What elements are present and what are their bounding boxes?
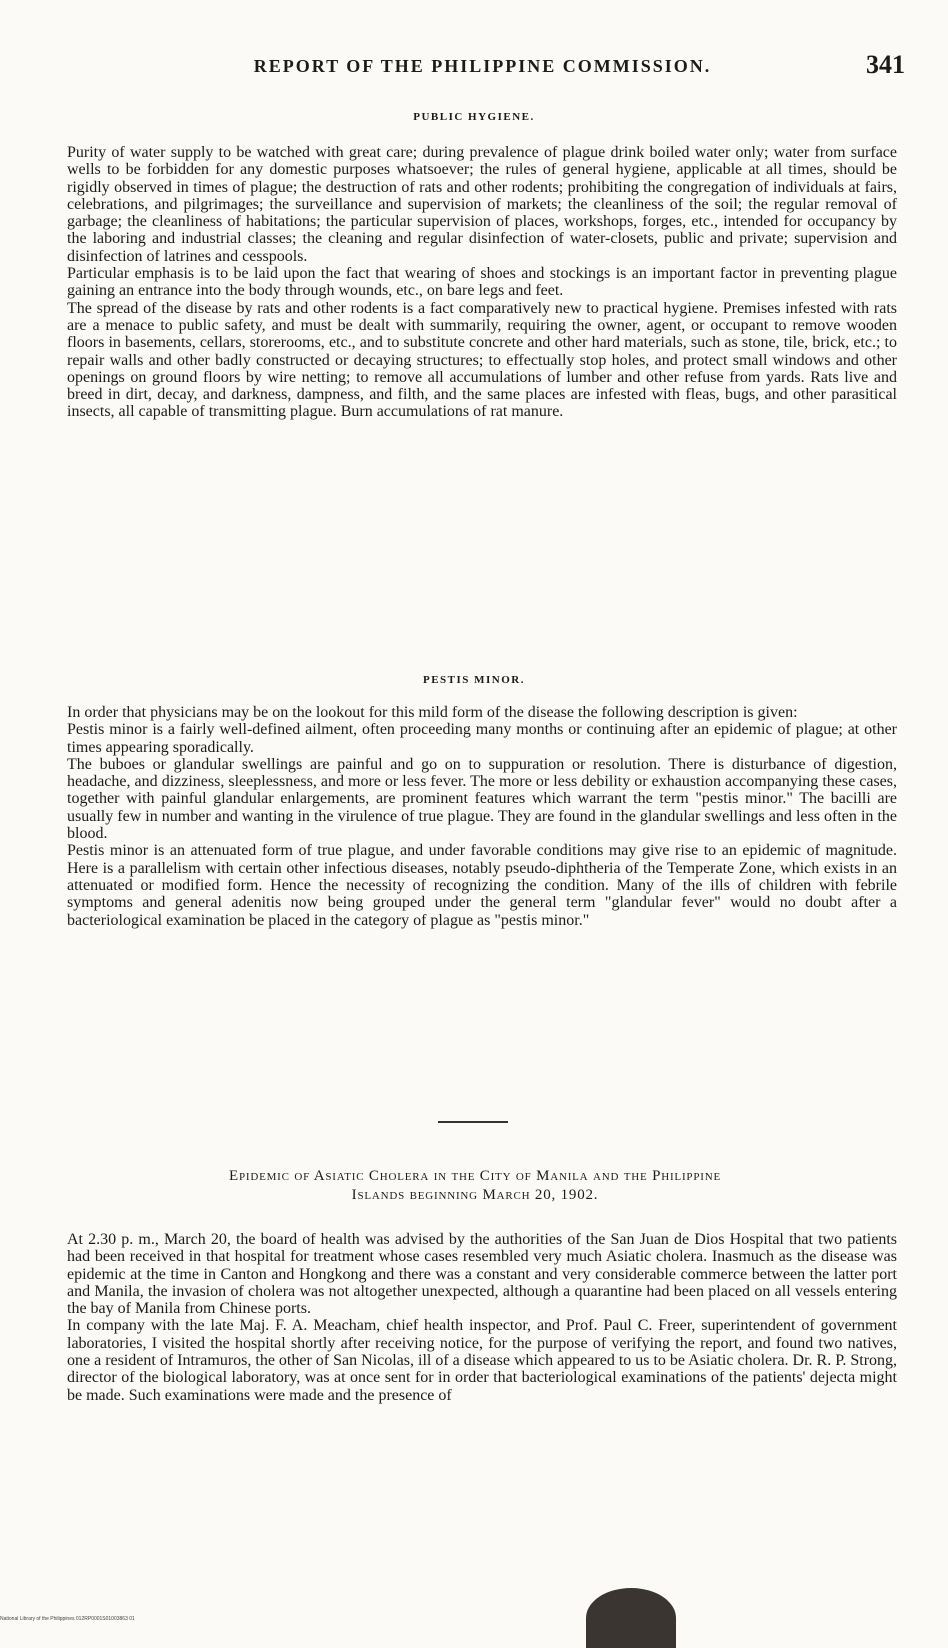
paragraph: In company with the late Maj. F. A. Meacham, chief health inspector, and Prof. Paul C. Freer, superintendent of government laboratories, I visited the hospital shortly after receiving notice, for the purpose of verifying the report, and found two natives, one a resident of Intramuros, the other of San Nicolas, ill of a disease which appeared to us to be Asiatic cholera. Dr. R. P. Strong, director of the biological laboratory, was at once sent for in order that bacteriological examinations of the patients' dejecta might be made. Such examinations were made and the presence of xyxy=(67,1317,898,1404)
paragraph: At 2.30 p. m., March 20, the board of health was advised by the authorities of the San Juan de Dios Hospital that two patients had been received in that hospital for treatment whose cases resembled very much Asiatic cholera. Inasmuch as the disease was epidemic at the time in Canton and Hongkong and there was a constant and very considerable commerce between the latter port and Manila, the invasion of cholera was not altogether unexpected, although a quarantine had been placed on all vessels entering the bay of Manila from Chinese ports. xyxy=(67,1231,897,1318)
paragraph: Pestis minor is an attenuated form of true plague, and under favorable conditions may give rise to an epidemic of magnitude. Here is a parallelism with certain other infectious diseases, notably pseudo-diphtheria of the Temperate Zone, which exists in an attenuated or modified form. Hence the necessity of recognizing the condition. Many of the ills of children with febrile symptoms and general adenitis now being grouped under the general term "glandular fever" would no doubt after a bacteriological examination be placed in the category of plague as "pestis minor." xyxy=(67,842,897,929)
page-number: 341 xyxy=(866,50,905,79)
paragraph: The buboes or glandular swellings are painful and go on to suppuration or resolution. There is disturbance of digestion, headache, and dizziness, sleeplessness, and more or less fever. The more or less debility or exhaustion accompanying these cases, together with painful glandular enlargements, are prominent features which warrant the term "pestis minor." The bacilli are usually few in number and wanting in the virulence of true plague. They are found in the glandular swellings and less often in the blood. xyxy=(67,755,897,843)
paragraph: In order that physicians may be on the lookout for this mild form of the disease the following description is given: xyxy=(67,704,798,721)
paragraph: Pestis minor is a fairly well-defined ailment, often proceeding many months or continuing after an epidemic of plague; at other times appearing sporadically. xyxy=(67,721,897,756)
cholera-body xyxy=(67,1231,897,1404)
pestis-minor-body xyxy=(67,704,897,929)
paragraph: The spread of the disease by rats and other rodents is a fact comparatively new to practical hygiene. Premises infested with rats are a menace to public safety, and must be dealt with summarily, requiring the owner, agent, or occupant to remove wooden floors in basements, cellars, storerooms, etc., and to substitute concrete and other hard materials, such as stone, tile, brick, etc.; to repair walls and other badly constructed or decaying structures; to effectually stop holes, and protect small windows and other openings on ground floors by wire netting; to remove all accumulations of lumber and other refuse from yards. Rats live and breed in dirt, decay, and darkness, dampness, and filth, and the same places are infested with fleas, bugs, and other parasitical insects, all capable of transmitting plague. Burn accumulations of rat manure. xyxy=(67,299,897,421)
section-divider xyxy=(438,1121,508,1123)
paragraph: Purity of water supply to be watched with great care; during prevalence of plague drink boiled water only; water from surface wells to be forbidden for any domestic purposes whatsoever; the rules of general hygiene, applicable at all times, should be rigidly observed in times of plague; the destruction of rats and other rodents; prohibiting the congregation of individuals at fairs, celebrations, and pilgrimages; the surveillance and supervision of markets; the cleanliness of the soil; the regular removal of garbage; the cleanliness of habitations; the particular supervision of places, workshops, forges, etc., intended for occupancy by the laboring and industrial classes; the cleaning and regular disinfection of water-closets, public and private; supervision and disinfection of latrines and cesspools. xyxy=(67,144,897,265)
section-heading-pestis-minor: PESTIS MINOR. xyxy=(422,674,526,686)
cholera-section-title xyxy=(60,1167,890,1205)
paragraph: Particular emphasis is to be laid upon the fact that wearing of shoes and stockings is an important factor in preventing plague gaining an entrance into the body through wounds, etc., on bare legs and feet. xyxy=(67,265,897,300)
running-title: REPORT OF THE PHILIPPINE COMMISSION. xyxy=(253,56,712,76)
running-head xyxy=(60,50,905,84)
section-heading-public-hygiene: PUBLIC HYGIENE. xyxy=(413,111,535,123)
public-hygiene-body xyxy=(67,144,897,421)
scan-footer: National Library of the Philippines 012RP0001S01003863 01 xyxy=(0,1616,135,1622)
cholera-title-line-1: Epidemic of Asiatic Cholera in the City of Manila and the Philippine xyxy=(229,1168,721,1184)
cholera-title-line-2: Islands beginning March 20, 1902. xyxy=(351,1187,599,1203)
scan-thumb-shadow xyxy=(586,1588,676,1648)
